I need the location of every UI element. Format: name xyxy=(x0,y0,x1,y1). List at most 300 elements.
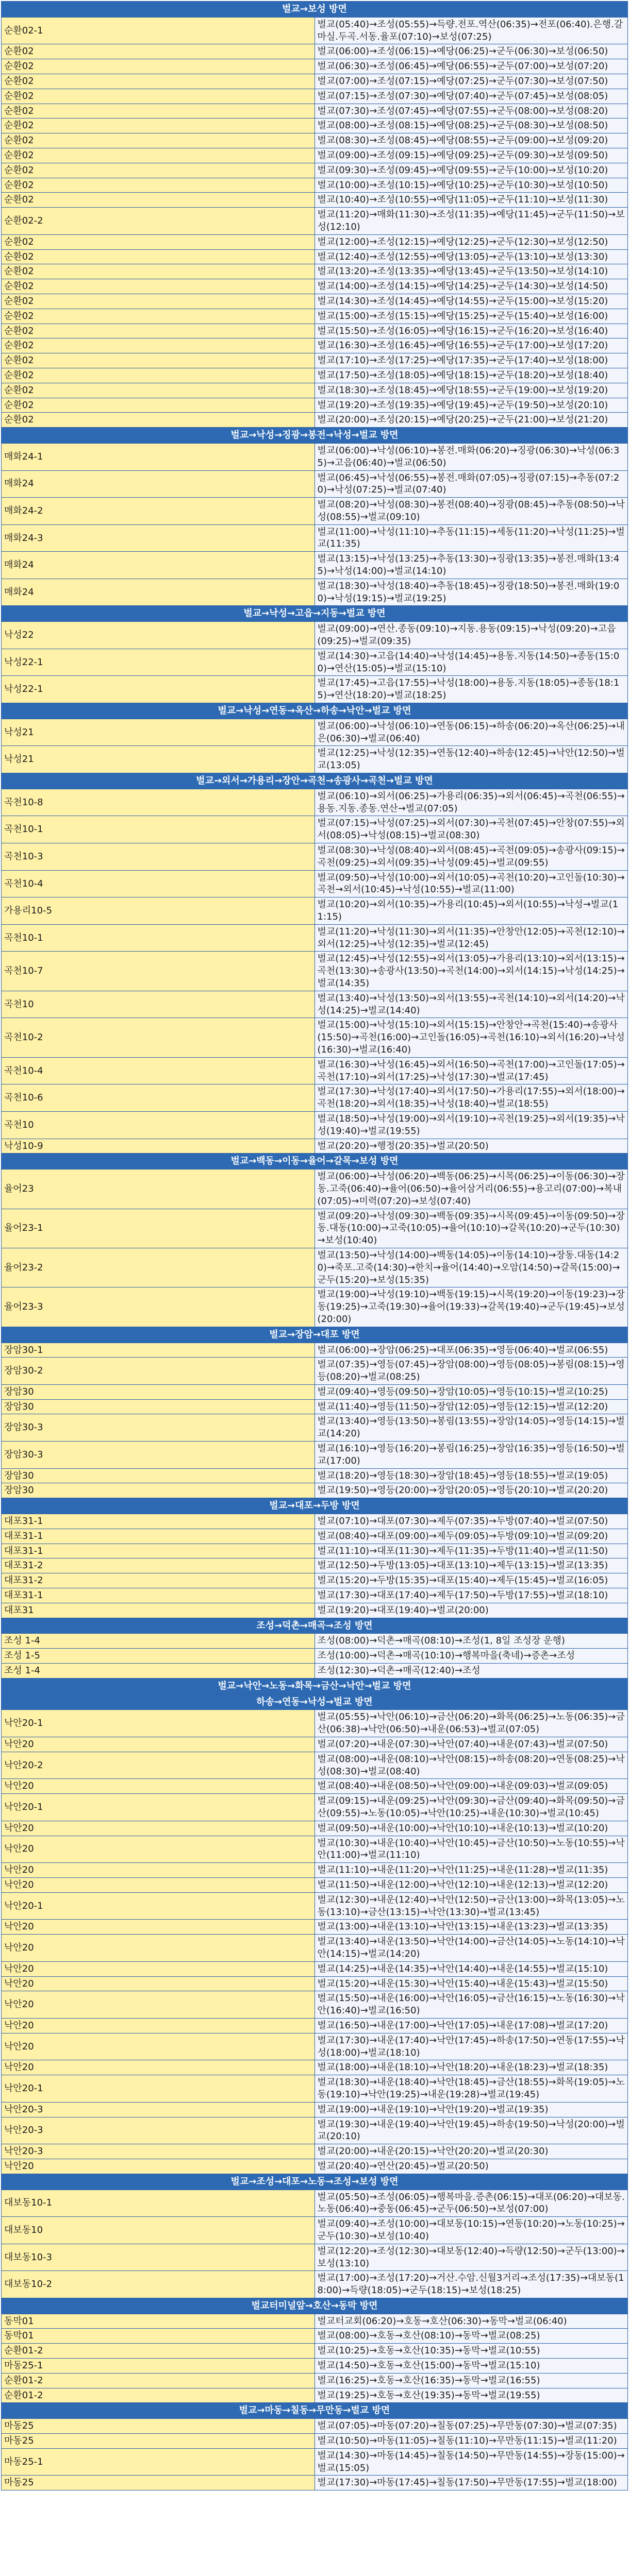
route-schedule: 벌교(07:00)→조성(07:15)→예당(07:25)→군두(07:30)→보성(07:50) xyxy=(314,74,628,89)
section-title: 벌교터미널앞→호산→동막 방면 xyxy=(2,2298,628,2314)
table-row xyxy=(2,2448,628,2476)
table-row xyxy=(2,1514,628,1529)
route-schedule: 벌교(16:30)→낙성(16:45)→외서(16:50)→곡천(17:00)→고인돌(17:05)→곡천(17:10)→외서(17:25)→낙성(17:30)→벌교(17:45) xyxy=(314,1057,628,1084)
route-name: 낙안20 xyxy=(2,1821,315,1836)
section-title: 하송→연동→낙성→벌교 방면 xyxy=(2,1694,628,1710)
table-row xyxy=(2,74,628,89)
route-name: 순환02-2 xyxy=(2,208,315,235)
table-row xyxy=(2,1442,628,1469)
table-row xyxy=(2,1483,628,1498)
route-schedule: 벌교(19:00)→낙성(19:10)→백동(19:15)→시목(19:20)→이동(19:23)→장동(19:25)→고죽(19:30)→율어(19:33)→갈목(19:40)→군두(19:45)→보성(20:00) xyxy=(314,1287,628,1327)
route-name: 대포31-1 xyxy=(2,1514,315,1529)
route-name: 낙안20 xyxy=(2,1877,315,1892)
table-row xyxy=(2,104,628,118)
route-schedule: 벌교(06:45)→낙성(06:55)→봉전.매화(07:05)→징광(07:15)→추동(07:20)→낙성(07:25)→벌교(07:40) xyxy=(314,470,628,498)
route-name: 낙안20 xyxy=(2,1991,315,2019)
route-name: 낙안20-3 xyxy=(2,2117,315,2144)
route-name: 순환02 xyxy=(2,398,315,413)
route-schedule: 벌교(20:40)→연산(20:45)→벌교(20:50) xyxy=(314,2159,628,2174)
route-name: 낙안20-1 xyxy=(2,2075,315,2103)
route-schedule: 벌교(13:40)→낙성(13:50)→외서(13:55)→곡천(14:10)→외서(14:20)→낙성(14:25)→벌교(14:40) xyxy=(314,991,628,1018)
route-name: 순환02 xyxy=(2,249,315,264)
route-name: 순환02 xyxy=(2,133,315,148)
route-name: 장암30 xyxy=(2,1483,315,1498)
route-name: 낙안20 xyxy=(2,1961,315,1976)
route-name: 조성 1-5 xyxy=(2,1649,315,1664)
route-name: 장암30 xyxy=(2,1468,315,1483)
table-row xyxy=(2,264,628,279)
route-name: 낙안20-1 xyxy=(2,1892,315,1920)
route-name: 낙안20 xyxy=(2,1737,315,1752)
route-schedule: 벌교터교회(06:20)→호동→호산(06:30)→동막→벌교(06:40) xyxy=(314,2314,628,2329)
route-name: 마동25 xyxy=(2,2419,315,2434)
route-name: 율어23-1 xyxy=(2,1209,315,1248)
route-name: 곡천10-2 xyxy=(2,1018,315,1057)
table-row xyxy=(2,309,628,324)
route-schedule: 벌교(15:00)→낙성(15:10)→외서(15:15)→안창안→곡천(15:40)→송광사(15:50)→곡천(16:00)→고인돌(16:05)→곡천(16:10)→외서(16:20)→낙성(16:30)→벌교(16:40) xyxy=(314,1018,628,1057)
route-name: 대포31-1 xyxy=(2,1544,315,1558)
table-row xyxy=(2,897,628,925)
table-row xyxy=(2,676,628,703)
route-schedule: 벌교(12:20)→조성(12:30)→대보동(12:40)→득량(12:50)→군두(13:00)→보성(13:10) xyxy=(314,2244,628,2271)
route-schedule: 벌교(16:25)→호동→호산(16:35)→동막→벌교(16:55) xyxy=(314,2373,628,2388)
route-name: 곡천10 xyxy=(2,991,315,1018)
table-row xyxy=(2,2117,628,2144)
route-name: 매화24 xyxy=(2,470,315,498)
route-name: 낙안20-3 xyxy=(2,2102,315,2117)
route-schedule: 벌교(15:00)→조성(15:15)→예당(15:25)→군두(15:40)→보성(16:00) xyxy=(314,309,628,324)
table-row xyxy=(2,1588,628,1603)
table-row xyxy=(2,338,628,353)
table-row xyxy=(2,2359,628,2374)
route-schedule: 벌교(07:15)→조성(07:30)→예당(07:40)→군두(07:45)→보성(08:05) xyxy=(314,89,628,104)
table-row xyxy=(2,1920,628,1935)
route-name: 순환02 xyxy=(2,368,315,383)
route-name: 곡천10-4 xyxy=(2,870,315,897)
table-row xyxy=(2,746,628,773)
table-row xyxy=(2,2373,628,2388)
bus-timetable xyxy=(1,1,628,2490)
route-name: 장암30-2 xyxy=(2,1358,315,1385)
table-row xyxy=(2,1573,628,1588)
route-schedule: 벌교(18:00)→내운(18:10)→낙안(18:20)→내운(18:23)→벌교(18:35) xyxy=(314,2060,628,2075)
route-schedule: 벌교(07:30)→조성(07:45)→예당(07:55)→군두(08:00)→보성(08:20) xyxy=(314,104,628,118)
route-schedule: 벌교(17:10)→조성(17:25)→예당(17:35)→군두(17:40)→보성(18:00) xyxy=(314,353,628,368)
table-row xyxy=(2,1649,628,1664)
route-schedule: 벌교(13:20)→조성(13:35)→예당(13:45)→군두(13:50)→보성(14:10) xyxy=(314,264,628,279)
route-name: 낙안20-2 xyxy=(2,1752,315,1779)
section-title: 조성→덕촌→매곡→조성 방면 xyxy=(2,1618,628,1634)
table-row xyxy=(2,1414,628,1442)
route-schedule: 벌교(09:00)→연산.종동(09:10)→지동.용동(09:15)→낙성(09:20)→고읍(09:25)→벌교(09:35) xyxy=(314,622,628,649)
table-row xyxy=(2,17,628,44)
route-name: 순환02 xyxy=(2,118,315,133)
route-name: 대포31-2 xyxy=(2,1573,315,1588)
table-row xyxy=(2,2018,628,2033)
route-name: 율어23 xyxy=(2,1170,315,1209)
route-schedule: 벌교(19:00)→내운(19:10)→낙안(19:20)→벌교(19:35) xyxy=(314,2102,628,2117)
table-row xyxy=(2,1664,628,1679)
route-schedule: 벌교(09:40)→조성(10:00)→대보동(10:15)→연동(10:20)→노동(10:25)→군두(10:30)→보성(10:40) xyxy=(314,2217,628,2244)
route-name: 순환02 xyxy=(2,74,315,89)
table-row xyxy=(2,1603,628,1618)
table-row xyxy=(2,89,628,104)
route-name: 가용리10-5 xyxy=(2,897,315,925)
section-title: 벌교→장암→대포 방면 xyxy=(2,1327,628,1343)
route-schedule: 벌교(11:40)→영등(11:50)→장암(12:05)→영등(12:15)→벌교(12:20) xyxy=(314,1399,628,1414)
route-name: 낙안20 xyxy=(2,2018,315,2033)
table-row xyxy=(2,552,628,579)
route-name: 곡천10-8 xyxy=(2,789,315,816)
route-name: 마동25-1 xyxy=(2,2448,315,2476)
route-name: 조성 1-4 xyxy=(2,1634,315,1649)
table-row xyxy=(2,622,628,649)
route-name: 순환02-1 xyxy=(2,17,315,44)
route-schedule: 벌교(12:30)→내운(12:40)→낙안(12:50)→금산(13:00)→화목(13:05)→노동(13:10)→금산(13:15)→낙안(13:30)→벌교(13:45) xyxy=(314,1892,628,1920)
route-schedule: 벌교(20:20)→행정(20:35)→벌교(20:50) xyxy=(314,1139,628,1154)
route-name: 낙안20 xyxy=(2,2060,315,2075)
route-name: 대보동10-1 xyxy=(2,2190,315,2217)
route-schedule: 벌교(05:50)→조성(06:05)→행복마을.증촌(06:15)→대포(06:20)→대보동.노동(06:40)→중동(06:45)→군두(06:50)→보성(07:00) xyxy=(314,2190,628,2217)
route-name: 대포31-1 xyxy=(2,1588,315,1603)
route-schedule: 벌교(15:20)→내운(15:30)→낙안(15:40)→내운(15:43)→벌교(15:50) xyxy=(314,1976,628,1991)
table-row xyxy=(2,1018,628,1057)
route-schedule: 벌교(09:40)→영등(09:50)→장암(10:05)→영등(10:15)→벌교(10:25) xyxy=(314,1384,628,1399)
route-schedule: 벌교(20:00)→내운(20:15)→낙안(20:20)→벌교(20:30) xyxy=(314,2144,628,2159)
route-name: 순환01-2 xyxy=(2,2344,315,2359)
table-row xyxy=(2,2476,628,2490)
route-schedule: 벌교(09:15)→내운(09:25)→낙안(09:30)→금산(09:40)→화목(09:50)→금산(09:55)→노동(10:05)→낙안(10:25)→내운(10:30)→벌교(10:45) xyxy=(314,1794,628,1821)
table-row xyxy=(2,1468,628,1483)
route-name: 낙안20-1 xyxy=(2,1794,315,1821)
route-schedule: 벌교(06:10)→외서(06:25)→가용리(06:35)→외서(06:45)→곡천(06:55)→용동.지동.종동.연산→벌교(07:05) xyxy=(314,789,628,816)
table-row xyxy=(2,1935,628,1962)
section-title: 벌교→마동→칠동→무만동→벌교 방면 xyxy=(2,2403,628,2419)
route-name: 순환02 xyxy=(2,353,315,368)
table-row xyxy=(2,1991,628,2019)
table-row xyxy=(2,1558,628,1573)
table-row xyxy=(2,1821,628,1836)
route-schedule: 벌교(19:50)→영등(20:00)→장암(20:05)→영등(20:10)→벌교(20:20) xyxy=(314,1483,628,1498)
section-title: 벌교→낙안→노동→화목→금산→낙안→벌교 방면 xyxy=(2,1678,628,1694)
table-row xyxy=(2,234,628,249)
table-row xyxy=(2,413,628,428)
route-name: 낙성22-1 xyxy=(2,649,315,676)
route-name: 순환02 xyxy=(2,104,315,118)
table-row xyxy=(2,1170,628,1209)
route-schedule: 벌교(15:20)→두방(15:35)→대포(15:40)→제두(15:45)→벌교(16:05) xyxy=(314,1573,628,1588)
table-row xyxy=(2,1737,628,1752)
route-schedule: 벌교(09:50)→낙성(10:00)→외서(10:05)→곡천(10:20)→고인돌(10:30)→곡천→외서(10:45)→낙성(10:55)→벌교(11:00) xyxy=(314,870,628,897)
table-row xyxy=(2,1529,628,1544)
route-name: 순환02 xyxy=(2,309,315,324)
section-header xyxy=(2,1678,628,1694)
route-schedule: 벌교(13:40)→내운(13:50)→낙안(14:00)→금산(14:05)→노동(14:10)→낙안(14:15)→벌교(14:20) xyxy=(314,1935,628,1962)
table-row xyxy=(2,719,628,746)
route-name: 순환02 xyxy=(2,178,315,193)
table-row xyxy=(2,1976,628,1991)
route-name: 순환02 xyxy=(2,234,315,249)
table-row xyxy=(2,1384,628,1399)
section-header xyxy=(2,1327,628,1343)
route-schedule: 벌교(18:20)→영등(18:30)→장암(18:45)→영등(18:55)→벌교(19:05) xyxy=(314,1468,628,1483)
route-name: 순환01-2 xyxy=(2,2373,315,2388)
route-name: 마동25 xyxy=(2,2434,315,2449)
table-row xyxy=(2,816,628,843)
route-schedule: 벌교(18:30)→낙성(18:40)→추동(18:45)→징광(18:50)→봉전.매화(19:00)→낙성(19:15)→벌교(19:25) xyxy=(314,579,628,606)
route-name: 대포31-2 xyxy=(2,1558,315,1573)
route-schedule: 벌교(18:30)→내운(18:40)→낙안(18:45)→금산(18:55)→화목(19:05)→노동(19:10)→낙안(19:25)→내운(19:28)→벌교(19:45) xyxy=(314,2075,628,2103)
route-schedule: 벌교(17:45)→고읍(17:55)→낙성(18:00)→용동.지동(18:05)→종동(18:15)→연산(18:20)→벌교(18:25) xyxy=(314,676,628,703)
route-schedule: 벌교(06:00)→장암(06:25)→대포(06:35)→영등(06:40)→벌교(06:55) xyxy=(314,1343,628,1358)
table-row xyxy=(2,2033,628,2060)
route-schedule: 벌교(17:00)→조성(17:20)→거산.수암.신월3거리→조성(17:35)→대보동(18:00)→득량(18:05)→군두(18:15)→보성(18:25) xyxy=(314,2271,628,2298)
route-schedule: 벌교(10:00)→조성(10:15)→예당(10:25)→군두(10:30)→보성(10:50) xyxy=(314,178,628,193)
table-row xyxy=(2,443,628,470)
section-header xyxy=(2,2174,628,2190)
route-name: 순환02 xyxy=(2,44,315,59)
table-row xyxy=(2,1358,628,1385)
route-schedule: 벌교(13:15)→낙성(13:25)→추동(13:30)→징광(13:35)→봉전.매화(13:45)→낙성(14:00)→벌교(14:10) xyxy=(314,552,628,579)
table-row xyxy=(2,1892,628,1920)
route-schedule: 벌교(07:05)→마동(07:20)→칠동(07:25)→무만동(07:30)→벌교(07:35) xyxy=(314,2419,628,2434)
table-row xyxy=(2,789,628,816)
route-schedule: 벌교(17:30)→마동(17:45)→칠동(17:50)→무만동(17:55)→벌교(18:00) xyxy=(314,2476,628,2490)
route-schedule: 벌교(07:15)→낙성(07:25)→외서(07:30)→곡천(07:45)→안창(07:55)→외서(08:05)→낙성(08:15)→벌교(08:30) xyxy=(314,816,628,843)
route-name: 순환02 xyxy=(2,89,315,104)
table-row xyxy=(2,383,628,398)
route-name: 순환02 xyxy=(2,163,315,178)
route-name: 매화24-1 xyxy=(2,443,315,470)
route-name: 순환02 xyxy=(2,264,315,279)
table-row xyxy=(2,2388,628,2403)
table-row xyxy=(2,1961,628,1976)
route-schedule: 벌교(13:00)→내운(13:10)→낙안(13:15)→내운(13:23)→벌교(13:35) xyxy=(314,1920,628,1935)
table-row xyxy=(2,2217,628,2244)
section-title: 벌교→낙성→징광→봉전→낙성→벌교 방면 xyxy=(2,428,628,444)
table-row xyxy=(2,59,628,74)
table-row xyxy=(2,2060,628,2075)
route-schedule: 벌교(15:50)→내운(16:00)→낙안(16:05)→금산(16:15)→노동(16:30)→낙안(16:40)→벌교(16:50) xyxy=(314,1991,628,2019)
route-name: 낙성21 xyxy=(2,746,315,773)
table-row xyxy=(2,208,628,235)
table-row xyxy=(2,324,628,338)
route-schedule: 벌교(14:30)→마동(14:45)→칠동(14:50)→무만동(14:55)→장동(15:00)→벌교(15:05) xyxy=(314,2448,628,2476)
table-row xyxy=(2,1248,628,1287)
route-name: 낙안20 xyxy=(2,1779,315,1794)
section-header xyxy=(2,1154,628,1170)
route-schedule: 벌교(06:30)→조성(06:45)→예당(06:55)→군두(07:00)→보성(07:20) xyxy=(314,59,628,74)
route-schedule: 벌교(09:30)→조성(09:45)→예당(09:55)→군두(10:00)→보성(10:20) xyxy=(314,163,628,178)
table-row xyxy=(2,2434,628,2449)
table-row xyxy=(2,279,628,294)
route-schedule: 벌교(11:20)→낙성(11:30)→외서(11:35)→안창안(12:05)→곡천(12:10)→외서(12:25)→낙성(12:35)→벌교(12:45) xyxy=(314,924,628,952)
section-title: 벌교→보성 방면 xyxy=(2,2,628,18)
route-schedule: 벌교(13:40)→영등(13:50)→봉림(13:55)→장암(14:05)→영등(14:15)→벌교(14:20) xyxy=(314,1414,628,1442)
table-row xyxy=(2,2344,628,2359)
route-name: 순환02 xyxy=(2,413,315,428)
route-schedule: 벌교(12:50)→두방(13:05)→대포(13:10)→제두(13:15)→벌교(13:35) xyxy=(314,1558,628,1573)
route-schedule: 조성(12:30)→덕촌→매곡(12:40)→조성 xyxy=(314,1664,628,1679)
route-name: 매화24-2 xyxy=(2,498,315,525)
route-name: 낙성22-1 xyxy=(2,676,315,703)
table-row xyxy=(2,1057,628,1084)
table-row xyxy=(2,1710,628,1737)
route-schedule: 벌교(08:00)→조성(08:15)→예당(08:25)→군두(08:30)→보성(08:50) xyxy=(314,118,628,133)
table-row xyxy=(2,2102,628,2117)
route-schedule: 벌교(10:20)→외서(10:35)→가용리(10:45)→외서(10:55)→낙성→벌교(11:15) xyxy=(314,897,628,925)
table-row xyxy=(2,1111,628,1139)
table-row xyxy=(2,991,628,1018)
route-schedule: 벌교(17:30)→낙성(17:40)→외서(17:50)→가용리(17:55)→외서(18:00)→곡천(18:20)→외서(18:35)→낙성(18:40)→벌교(18:55) xyxy=(314,1084,628,1112)
route-name: 순환02 xyxy=(2,338,315,353)
table-row xyxy=(2,524,628,552)
table-row xyxy=(2,1343,628,1358)
route-schedule: 벌교(19:25)→호동→호산(19:35)→동막→벌교(19:55) xyxy=(314,2388,628,2403)
table-row xyxy=(2,44,628,59)
table-row xyxy=(2,133,628,148)
route-name: 매화24-3 xyxy=(2,524,315,552)
table-row xyxy=(2,1544,628,1558)
section-header xyxy=(2,773,628,789)
section-header xyxy=(2,2403,628,2419)
route-name: 대보동10-2 xyxy=(2,2271,315,2298)
route-schedule: 벌교(05:55)→낙안(06:10)→금산(06:20)→화목(06:25)→노동(06:35)→금산(06:38)→낙안(06:50)→내운(06:53)→벌교(07:05) xyxy=(314,1710,628,1737)
route-name: 순환02 xyxy=(2,193,315,208)
table-row xyxy=(2,2075,628,2103)
route-schedule: 벌교(10:50)→마동(11:05)→칠동(11:10)→무만동(11:15)→벌교(11:20) xyxy=(314,2434,628,2449)
route-schedule: 벌교(09:00)→조성(09:15)→예당(09:25)→군두(09:30)→보성(09:50) xyxy=(314,148,628,163)
section-title: 벌교→낙성→고읍→지동→벌교 방면 xyxy=(2,606,628,622)
timetable xyxy=(1,1,628,2490)
route-name: 순환02 xyxy=(2,324,315,338)
section-header xyxy=(2,2298,628,2314)
route-schedule: 벌교(12:45)→낙성(12:55)→외서(13:05)→가용리(13:10)→외서(13:15)→곡천(13:30)→송광사(13:50)→곡천(14:00)→외서(14:15)→낙성(14:25)→벌교(14:35) xyxy=(314,952,628,991)
route-schedule: 벌교(06:00)→낙성(06:10)→봉전.매화(06:20)→징광(06:30)→낙성(06:35)→고읍(06:40)→벌교(06:50) xyxy=(314,443,628,470)
table-row xyxy=(2,1084,628,1112)
route-schedule: 벌교(12:25)→낙성(12:35)→연동(12:40)→하송(12:45)→낙안(12:50)→벌교(13:05) xyxy=(314,746,628,773)
table-row xyxy=(2,148,628,163)
route-schedule: 조성(10:00)→덕촌→매곡(10:10)→행복마을(축네)→증촌→조성 xyxy=(314,1649,628,1664)
route-name: 순환02 xyxy=(2,279,315,294)
route-schedule: 벌교(08:30)→낙성(08:40)→외서(08:45)→곡천(09:05)→송광사(09:15)→곡천(09:25)→외서(09:35)→낙성(09:45)→벌교(09:55) xyxy=(314,843,628,871)
route-name: 순환02 xyxy=(2,294,315,309)
section-header xyxy=(2,428,628,444)
table-row xyxy=(2,1863,628,1878)
route-schedule: 벌교(07:35)→영등(07:45)→장암(08:00)→영등(08:05)→봉림(08:15)→영등(08:20)→벌교(08:25) xyxy=(314,1358,628,1385)
table-row xyxy=(2,353,628,368)
table-row xyxy=(2,579,628,606)
route-name: 마동25 xyxy=(2,2476,315,2490)
route-schedule: 벌교(11:20)→매화(11:30)→조성(11:35)→예당(11:45)→군두(11:50)→보성(12:10) xyxy=(314,208,628,235)
table-row xyxy=(2,870,628,897)
route-name: 장암30-1 xyxy=(2,1343,315,1358)
route-name: 순환02 xyxy=(2,383,315,398)
route-name: 동막01 xyxy=(2,2314,315,2329)
table-row xyxy=(2,163,628,178)
route-schedule: 벌교(06:00)→낙성(06:20)→백동(06:25)→시목(06:25)→이동(06:30)→장동.고죽(06:40)→율어(06:50)→율어삼거리(06:55)→용고리(07:00)→복내(07:05)→미력(07:20)→보성(07:40) xyxy=(314,1170,628,1209)
route-name: 대포31 xyxy=(2,1603,315,1618)
route-schedule: 벌교(16:50)→내운(17:00)→낙안(17:05)→내운(17:08)→벌교(17:20) xyxy=(314,2018,628,2033)
route-schedule: 벌교(11:10)→내운(11:20)→낙안(11:25)→내운(11:28)→벌교(11:35) xyxy=(314,1863,628,1878)
table-row xyxy=(2,193,628,208)
table-row xyxy=(2,498,628,525)
table-row xyxy=(2,1752,628,1779)
route-schedule: 벌교(11:10)→대포(11:30)→제두(11:35)→두방(11:40)→벌교(11:50) xyxy=(314,1544,628,1558)
route-schedule: 벌교(10:40)→조성(10:55)→예당(11:05)→군두(11:10)→보성(11:30) xyxy=(314,193,628,208)
route-name: 낙성22 xyxy=(2,622,315,649)
route-schedule: 벌교(08:20)→낙성(08:30)→봉전(08:40)→징광(08:45)→추동(08:50)→낙성(08:55)→벌교(09:10) xyxy=(314,498,628,525)
table-row xyxy=(2,649,628,676)
route-schedule: 벌교(06:00)→낙성(06:10)→연동(06:15)→하송(06:20)→옥산(06:25)→내은(06:30)→벌교(06:40) xyxy=(314,719,628,746)
route-name: 곡천10-6 xyxy=(2,1084,315,1112)
table-row xyxy=(2,1836,628,1863)
route-name: 장암30 xyxy=(2,1399,315,1414)
route-name: 마동25-1 xyxy=(2,2359,315,2374)
table-row xyxy=(2,2144,628,2159)
route-name: 순환02 xyxy=(2,148,315,163)
route-name: 곡천10 xyxy=(2,1111,315,1139)
table-row xyxy=(2,1794,628,1821)
route-schedule: 벌교(20:00)→조성(20:15)→예당(20:25)→군두(21:00)→보성(21:20) xyxy=(314,413,628,428)
route-schedule: 벌교(10:25)→호동→호산(10:35)→동막→벌교(10:55) xyxy=(314,2344,628,2359)
route-name: 장암30-3 xyxy=(2,1414,315,1442)
route-name: 대보동10-3 xyxy=(2,2244,315,2271)
route-name: 낙성21 xyxy=(2,719,315,746)
route-schedule: 벌교(08:00)→호동→호산(08:10)→동막→벌교(08:25) xyxy=(314,2329,628,2344)
table-row xyxy=(2,118,628,133)
route-name: 곡천10-7 xyxy=(2,952,315,991)
route-schedule: 벌교(06:00)→조성(06:15)→예당(06:25)→군두(06:30)→보성(06:50) xyxy=(314,44,628,59)
table-row xyxy=(2,398,628,413)
table-row xyxy=(2,924,628,952)
table-row xyxy=(2,952,628,991)
route-name: 낙안20 xyxy=(2,2033,315,2060)
section-title: 벌교→조성→대포→노동→조성→보성 방면 xyxy=(2,2174,628,2190)
route-name: 낙안20-1 xyxy=(2,1710,315,1737)
section-title: 벌교→대포→두방 방면 xyxy=(2,1498,628,1514)
table-row xyxy=(2,1634,628,1649)
table-row xyxy=(2,1209,628,1248)
route-name: 곡천10-1 xyxy=(2,924,315,952)
route-name: 낙성10-9 xyxy=(2,1139,315,1154)
route-name: 매화24 xyxy=(2,579,315,606)
route-name: 낙안20 xyxy=(2,1836,315,1863)
route-schedule: 벌교(08:40)→대포(09:00)→제두(09:05)→두방(09:10)→벌교(09:20) xyxy=(314,1529,628,1544)
route-schedule: 벌교(05:40)→조성(05:55)→득량.전포.역산(06:35)→전포(06:40).은행.갈마실.두곡.서동.율포(07:10)→보성(07:25) xyxy=(314,17,628,44)
route-name: 매화24 xyxy=(2,552,315,579)
route-name: 낙안20 xyxy=(2,1976,315,1991)
section-header xyxy=(2,703,628,719)
route-name: 곡천10-1 xyxy=(2,816,315,843)
route-schedule: 벌교(08:40)→내운(08:50)→낙안(09:00)→내운(09:03)→벌교(09:05) xyxy=(314,1779,628,1794)
route-schedule: 벌교(18:50)→낙성(19:00)→외서(19:10)→곡천(19:25)→외서(19:35)→낙성(19:40)→벌교(19:55) xyxy=(314,1111,628,1139)
table-row xyxy=(2,1287,628,1327)
route-schedule: 벌교(12:00)→조성(12:15)→예당(12:25)→군두(12:30)→보성(12:50) xyxy=(314,234,628,249)
section-header xyxy=(2,606,628,622)
table-row xyxy=(2,294,628,309)
table-row xyxy=(2,249,628,264)
table-row xyxy=(2,178,628,193)
section-header xyxy=(2,1618,628,1634)
route-name: 동막01 xyxy=(2,2329,315,2344)
table-row xyxy=(2,2190,628,2217)
route-schedule: 벌교(11:00)→낙성(11:10)→추동(11:15)→세동(11:20)→낙성(11:25)→벌교(11:35) xyxy=(314,524,628,552)
route-schedule: 벌교(15:50)→조성(16:05)→예당(16:15)→군두(16:20)→보성(16:40) xyxy=(314,324,628,338)
route-schedule: 벌교(16:10)→영등(16:20)→봉림(16:25)→장암(16:35)→영등(16:50)→벌교(17:00) xyxy=(314,1442,628,1469)
route-schedule: 벌교(07:20)→내운(07:30)→낙안(07:40)→내운(07:43)→벌교(07:50) xyxy=(314,1737,628,1752)
route-name: 낙안20 xyxy=(2,1935,315,1962)
